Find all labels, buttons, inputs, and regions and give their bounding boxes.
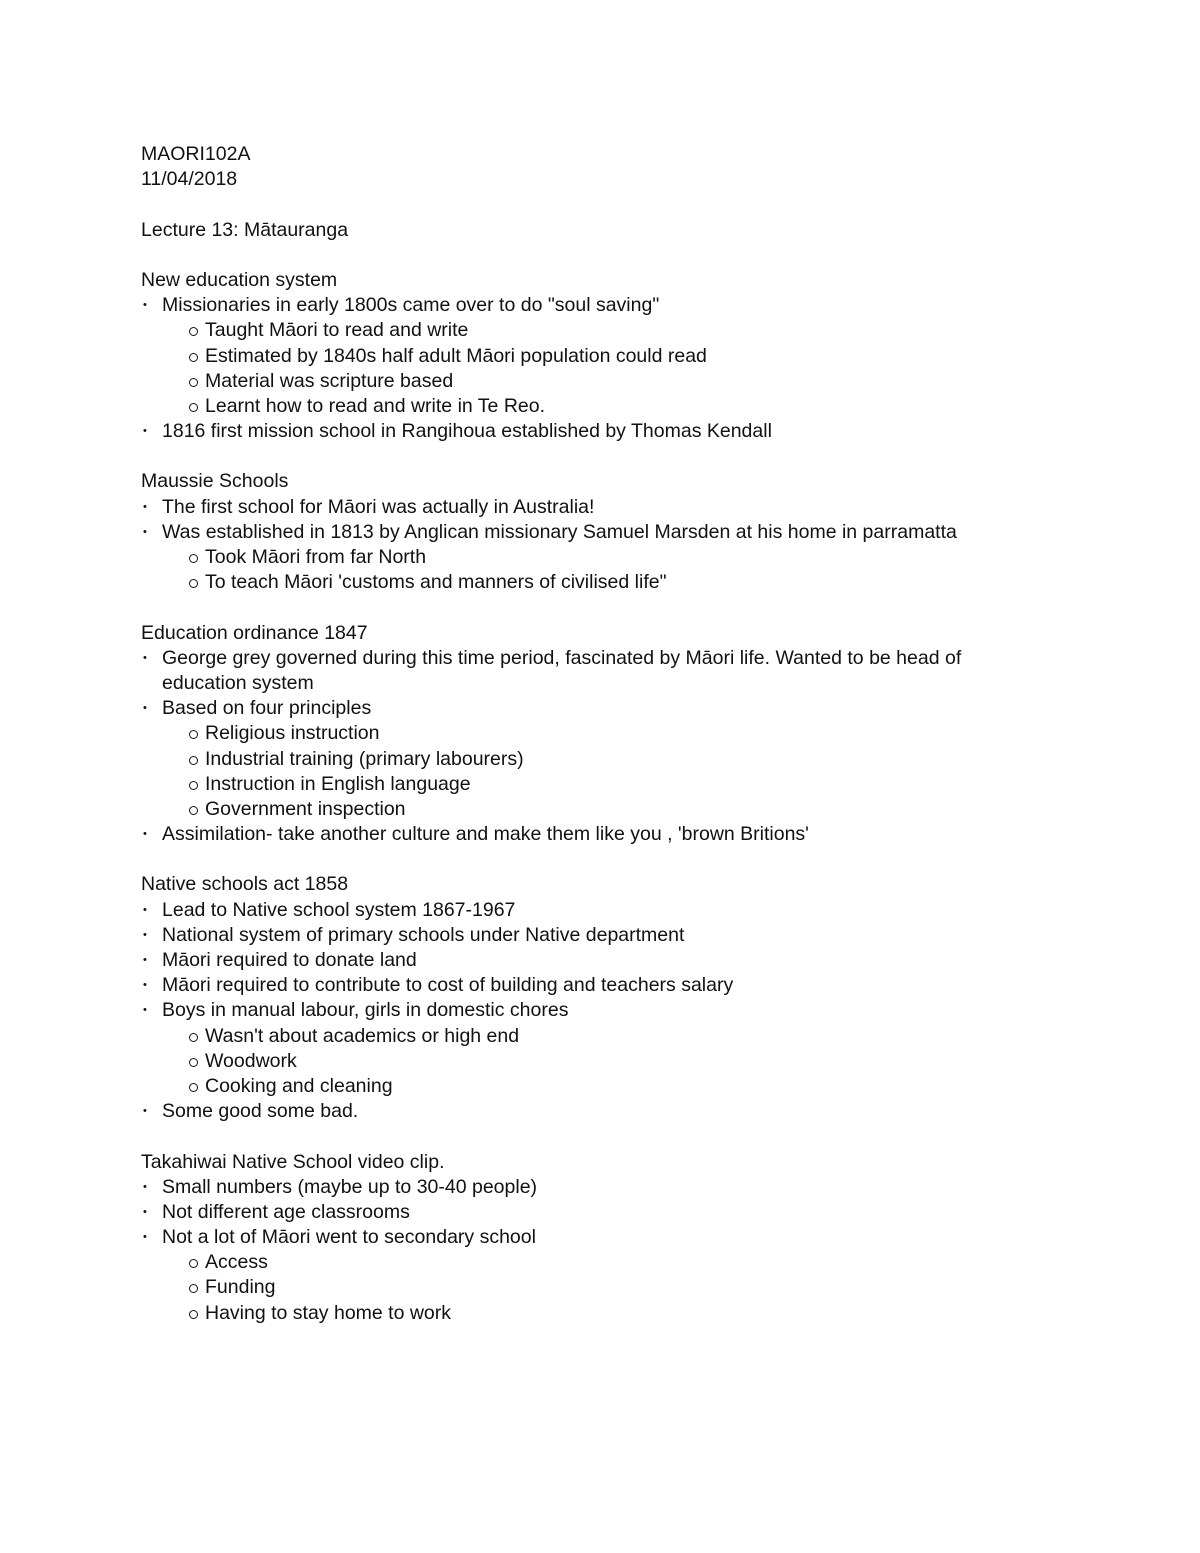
bullet-item xyxy=(141,973,1141,998)
bullet-item xyxy=(141,419,1141,444)
bullet-text: Māori required to donate land xyxy=(162,949,417,971)
sub-bullet-item xyxy=(141,797,1141,822)
section-heading: Education ordinance 1847 xyxy=(141,621,368,644)
lecture-title: Lecture 13: Mātauranga xyxy=(141,218,349,241)
sub-bullet-item xyxy=(141,1049,1141,1074)
bullet-item xyxy=(141,948,1141,973)
sub-bullet-item xyxy=(141,570,1141,595)
section-heading: Takahiwai Native School video clip. xyxy=(141,1150,445,1173)
notes-body xyxy=(141,243,1141,1326)
sub-bullet-text: Funding xyxy=(205,1276,276,1299)
spacer xyxy=(141,1124,1141,1149)
circle-bullet-icon xyxy=(189,378,198,387)
bullet-continuation: education system xyxy=(162,671,314,694)
bullet-icon: • xyxy=(143,651,147,664)
bullet-text: 1816 first mission school in Rangihoua established by Thomas Kendall xyxy=(162,420,772,443)
circle-bullet-icon xyxy=(189,327,198,336)
sub-bullet-item xyxy=(141,1275,1141,1300)
notes-section xyxy=(141,268,1141,444)
section-heading: Native schools act 1858 xyxy=(141,873,349,896)
bullet-item xyxy=(141,495,1141,520)
circle-bullet-icon xyxy=(189,806,198,815)
bullet-icon: • xyxy=(143,1205,147,1218)
sub-bullet-text: Cooking and cleaning xyxy=(205,1074,393,1097)
bullet-text: Not different age classrooms xyxy=(162,1200,410,1223)
bullet-item xyxy=(141,822,1141,847)
bullet-item xyxy=(141,1175,1141,1200)
notes-section xyxy=(141,872,1141,1124)
bullet-icon: • xyxy=(143,525,147,538)
bullet-icon: • xyxy=(143,979,147,992)
bullet-icon: • xyxy=(143,954,147,966)
sub-bullet-text: Took Māori from far North xyxy=(205,546,427,568)
sub-bullet-text: Learnt how to read and write in Te Reo. xyxy=(205,394,546,417)
bullet-text: Some good some bad. xyxy=(162,1100,359,1123)
sub-bullet-item xyxy=(141,747,1141,772)
sub-bullet-text: To teach Māori 'customs and manners of civilised life" xyxy=(205,571,667,594)
bullet-icon: • xyxy=(143,1105,147,1118)
bullet-text: George grey governed during this time period, fascinated by Māori life. Wanted to be head of xyxy=(162,646,962,669)
circle-bullet-icon xyxy=(189,1058,198,1067)
bullet-text: Boys in manual labour, girls in domestic chores xyxy=(162,999,569,1022)
bullet-icon: • xyxy=(143,299,147,312)
sub-bullet-item xyxy=(141,1024,1141,1049)
circle-bullet-icon xyxy=(189,1259,198,1268)
bullet-icon: • xyxy=(143,1180,147,1193)
bullet-item xyxy=(141,1200,1141,1225)
sub-bullet-text: Access xyxy=(205,1251,268,1274)
circle-bullet-icon xyxy=(189,756,198,765)
sub-bullet-text: Wasn't about academics or high end xyxy=(205,1024,520,1047)
spacer xyxy=(141,595,1141,620)
section-heading: Maussie Schools xyxy=(141,470,289,493)
bullet-text: Was established in 1813 by Anglican missionary Samuel Marsden at his home in parramatta xyxy=(162,520,957,543)
sub-bullet-item xyxy=(141,545,1141,570)
sub-bullet-item xyxy=(141,772,1141,797)
document-page xyxy=(141,142,1141,1326)
bullet-item xyxy=(141,898,1141,923)
bullet-item xyxy=(141,1225,1141,1250)
circle-bullet-icon xyxy=(189,579,198,588)
circle-bullet-icon xyxy=(189,554,198,563)
bullet-item xyxy=(141,998,1141,1023)
circle-bullet-icon xyxy=(189,1033,198,1042)
sub-bullet-item xyxy=(141,1074,1141,1099)
notes-section xyxy=(141,621,1141,848)
lecture-date: 11/04/2018 xyxy=(141,168,238,191)
bullet-text: Māori required to contribute to cost of building and teachers salary xyxy=(162,974,734,997)
circle-bullet-icon xyxy=(189,1310,198,1319)
bullet-icon: • xyxy=(143,903,147,916)
bullet-item xyxy=(141,646,1141,671)
bullet-text: National system of primary schools under Native department xyxy=(162,923,685,946)
bullet-text: Small numbers (maybe up to 30-40 people) xyxy=(162,1175,538,1198)
sub-bullet-text: Estimated by 1840s half adult Māori population could read xyxy=(205,344,707,367)
sub-bullet-item xyxy=(141,1301,1141,1326)
section-heading: New education system xyxy=(141,268,338,291)
circle-bullet-icon xyxy=(189,353,198,362)
spacer xyxy=(141,444,1141,469)
sub-bullet-item xyxy=(141,394,1141,419)
sub-bullet-text: Taught Māori to read and write xyxy=(205,319,469,342)
bullet-item xyxy=(141,923,1141,948)
bullet-icon: • xyxy=(143,1231,147,1244)
bullet-icon: • xyxy=(143,828,147,841)
circle-bullet-icon xyxy=(189,1083,198,1092)
spacer xyxy=(141,847,1141,872)
bullet-text: Lead to Native school system 1867-1967 xyxy=(162,898,516,921)
sub-bullet-text: Religious instruction xyxy=(205,722,380,745)
sub-bullet-text: Government inspection xyxy=(205,797,406,820)
bullet-text: Assimilation- take another culture and make them like you , 'brown Britions' xyxy=(162,823,809,846)
spacer xyxy=(141,243,1141,268)
bullet-icon: • xyxy=(143,425,147,438)
sub-bullet-item xyxy=(141,1250,1141,1275)
bullet-icon: • xyxy=(143,928,147,941)
bullet-text: Based on four principles xyxy=(162,697,372,720)
sub-bullet-text: Instruction in English language xyxy=(205,772,471,795)
sub-bullet-text: Having to stay home to work xyxy=(205,1301,452,1324)
bullet-item xyxy=(141,1099,1141,1124)
bullet-item xyxy=(141,696,1141,721)
bullet-item xyxy=(141,520,1141,545)
notes-section xyxy=(141,1150,1141,1326)
sub-bullet-text: Woodwork xyxy=(205,1049,297,1072)
spacer xyxy=(141,192,1141,217)
notes-section xyxy=(141,469,1141,595)
bullet-text: The first school for Māori was actually in Australia! xyxy=(162,495,595,518)
circle-bullet-icon xyxy=(189,781,198,790)
circle-bullet-icon xyxy=(189,1284,198,1293)
bullet-icon: • xyxy=(143,1004,147,1017)
sub-bullet-item xyxy=(141,369,1141,394)
course-code: MAORI102A xyxy=(141,143,251,165)
bullet-text: Missionaries in early 1800s came over to do "soul saving" xyxy=(162,294,660,317)
sub-bullet-item xyxy=(141,318,1141,343)
sub-bullet-text: Industrial training (primary labourers) xyxy=(205,747,524,770)
sub-bullet-text: Material was scripture based xyxy=(205,369,454,392)
bullet-item xyxy=(141,293,1141,318)
sub-bullet-item xyxy=(141,721,1141,746)
bullet-text: Not a lot of Māori went to secondary school xyxy=(162,1226,536,1249)
bullet-icon: • xyxy=(143,500,147,513)
circle-bullet-icon xyxy=(189,730,198,739)
bullet-icon: • xyxy=(143,702,147,715)
circle-bullet-icon xyxy=(189,403,198,412)
sub-bullet-item xyxy=(141,344,1141,369)
